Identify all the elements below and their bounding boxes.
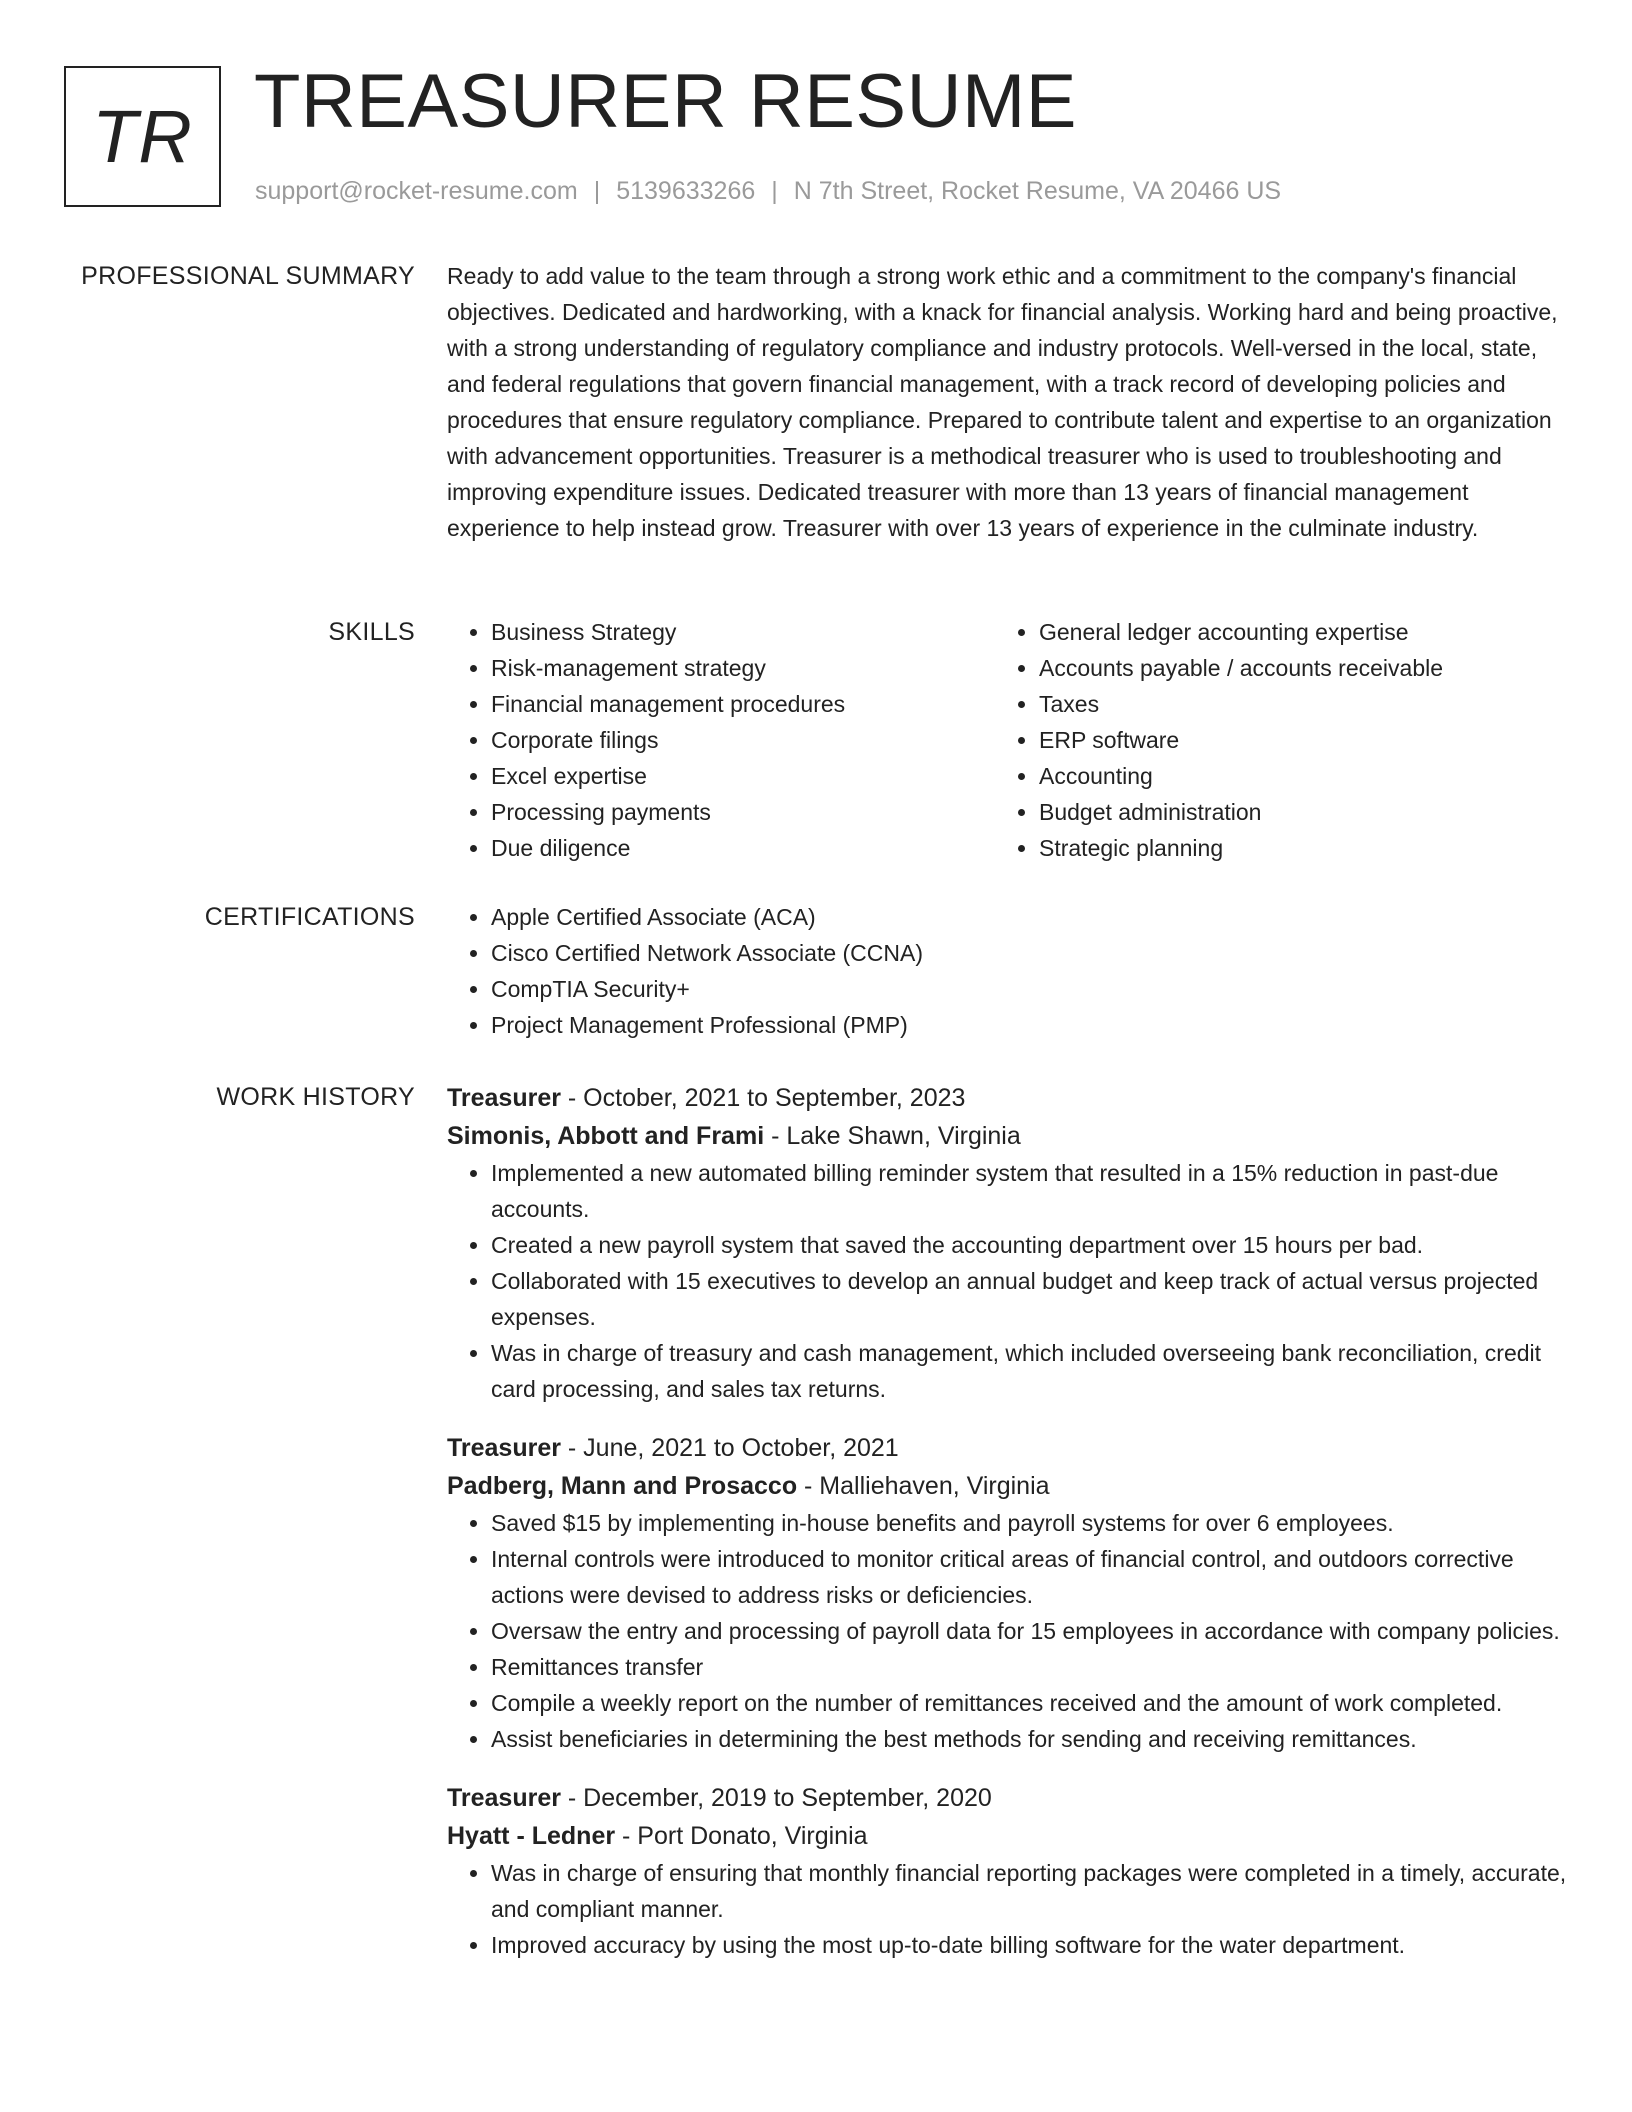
skill-item: • ERP software [1039,722,1543,758]
job-company: Hyatt - Ledner [447,1822,616,1850]
job-bullet: • Implemented a new automated billing reminder system that resulted in a 15% reduction in past-due accounts. [491,1155,1567,1227]
job-bullet: • Saved $15 by implementing in-house benefits and payroll systems for over 6 employees. [491,1505,1567,1541]
section-label-skills: SKILLS [328,618,415,646]
job-entry [447,1779,1567,1963]
job-bullet-list [447,1855,1567,1963]
contact-separator: | [593,177,601,205]
job-location: - Malliehaven, Virginia [797,1472,1050,1500]
job-company-line [447,1467,1567,1505]
job-company: Simonis, Abbott and Frami [447,1122,765,1150]
summary-body [447,258,1567,546]
certifications-body [447,899,1567,1043]
contact-address: N 7th Street, Rocket Resume, VA 20466 US [793,177,1282,205]
skills-body [447,614,1567,866]
section-label-work-history: WORK HISTORY [216,1083,415,1111]
skills-list-right [995,614,1543,866]
contact-separator: | [771,177,778,205]
skill-item: • Due diligence [491,830,995,866]
certification-item: • Apple Certified Associate (ACA) [491,899,1567,935]
job-bullet: • Oversaw the entry and processing of payroll data for 15 employees in accordance with company policies. [491,1613,1567,1649]
skills-grid [447,614,1567,866]
job-bullet-list [447,1505,1567,1757]
skills-column-right [995,614,1543,866]
job-entry [447,1079,1567,1407]
job-company-line [447,1117,1567,1155]
job-dates: - October, 2021 to September, 2023 [560,1084,966,1112]
job-entry [447,1429,1567,1757]
job-title-line [447,1779,1567,1817]
job-title-line [447,1429,1567,1467]
job-bullet: • Remittances transfer [491,1649,1567,1685]
certification-item: • Project Management Professional (PMP) [491,1007,1567,1043]
section-label-certifications: CERTIFICATIONS [204,903,415,931]
skill-item: • Processing payments [491,794,995,830]
skill-item: • Strategic planning [1039,830,1543,866]
skills-column-left [447,614,995,866]
skills-list-left [447,614,995,866]
job-dates: - December, 2019 to September, 2020 [560,1784,992,1812]
skill-item: • Budget administration [1039,794,1543,830]
skill-item: • Taxes [1039,686,1543,722]
section-label-summary: PROFESSIONAL SUMMARY [81,262,415,290]
job-location: - Port Donato, Virginia [615,1822,868,1850]
job-dates: - June, 2021 to October, 2021 [560,1434,899,1462]
job-company-line [447,1817,1567,1855]
skill-item: • General ledger accounting expertise [1039,614,1543,650]
job-bullet: • Created a new payroll system that saved the accounting department over 15 hours per bad. [491,1227,1567,1263]
job-bullet: • Compile a weekly report on the number of remittances received and the amount of work completed. [491,1685,1567,1721]
job-bullet: • Assist beneficiaries in determining the best methods for sending and receiving remittances. [491,1721,1567,1757]
job-bullet-list [447,1155,1567,1407]
work-history-body [447,1079,1567,1985]
certifications-list [447,899,1567,1043]
skill-item: • Risk-management strategy [491,650,995,686]
job-bullet: • Internal controls were introduced to monitor critical areas of financial control, and outdoors corrective actions were devised to address risks or deficiencies. [491,1541,1567,1613]
job-bullet: • Was in charge of treasury and cash management, which included overseeing bank reconciliation, credit card processing, and sales tax returns. [491,1335,1567,1407]
job-bullet: • Was in charge of ensuring that monthly financial reporting packages were completed in a timely, accurate, and compliant manner. [491,1855,1567,1927]
certification-item: • Cisco Certified Network Associate (CCNA) [491,935,1567,971]
skill-item: • Financial management procedures [491,686,995,722]
contact-line [255,175,1281,207]
skill-item: • Excel expertise [491,758,995,794]
skill-item: • Accounting [1039,758,1543,794]
job-title-line [447,1079,1567,1117]
skill-item: • Business Strategy [491,614,995,650]
skill-item: • Corporate filings [491,722,995,758]
skill-item: • Accounts payable / accounts receivable [1039,650,1543,686]
job-location: - Lake Shawn, Virginia [764,1122,1021,1150]
job-bullet: • Collaborated with 15 executives to develop an annual budget and keep track of actual versus projected expenses. [491,1263,1567,1335]
job-bullet: • Improved accuracy by using the most up-to-date billing software for the water department. [491,1927,1567,1963]
job-title: Treasurer [447,1784,561,1812]
contact-email: support@rocket-resume.com [255,177,578,205]
job-company: Padberg, Mann and Prosacco [447,1472,798,1500]
page-title: TREASURER RESUME [254,59,1077,144]
certification-item: • CompTIA Security+ [491,971,1567,1007]
monogram-badge: TR [64,66,221,207]
job-title: Treasurer [447,1434,561,1462]
contact-phone: 5139633266 [616,177,756,205]
summary-text: Ready to add value to the team through a strong work ethic and a commitment to the company's financial objectives. Dedicated and hardworking, with a knack for financial analysis. Working hard and being proactive, with a strong understanding of regulatory compliance and industry protocols. Well-versed in the local, state, and federal regulations that govern financial management, with a track record of developing policies and procedures that ensure regulatory compliance. Prepared to contribute talent and expertise to an organization with advancement opportunities. Treasurer is a methodical treasurer who is used to troubleshooting and improving expenditure issues. Dedicated treasurer with more than 13 years of financial management experience to help instead grow. Treasurer with over 13 years of experience in the culminate industry. [447,263,1558,541]
job-title: Treasurer [447,1084,561,1112]
